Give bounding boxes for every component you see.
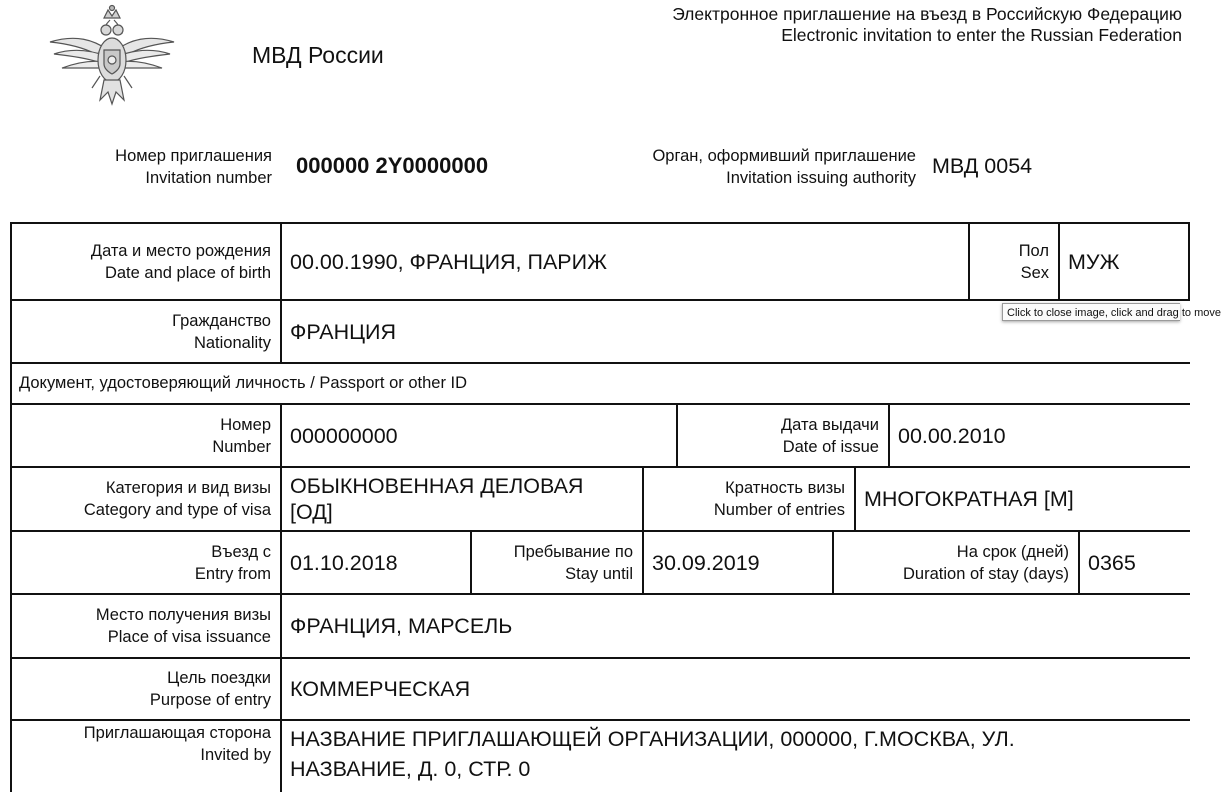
row-purpose bbox=[10, 657, 1190, 719]
nationality-label-en: Nationality bbox=[193, 333, 271, 352]
entry-from-label-ru: Въезд с bbox=[211, 542, 271, 561]
visa-category-value-line1: ОБЫКНОВЕННАЯ ДЕЛОВАЯ bbox=[290, 474, 584, 498]
sex-label bbox=[970, 224, 1060, 299]
issue-date-value-text: 00.00.2010 bbox=[898, 423, 1006, 448]
document-title-ru: Электронное приглашение на въезд в Российскую Федерацию bbox=[672, 4, 1182, 24]
document-title-en: Electronic invitation to enter the Russian Federation bbox=[781, 25, 1182, 45]
inviting-party-label bbox=[12, 721, 282, 792]
issue-date-label-en: Date of issue bbox=[782, 437, 879, 456]
duration-label-ru: На срок (дней) bbox=[956, 542, 1069, 561]
image-viewer-tooltip: Click to close image, click and drag to move bbox=[1002, 303, 1180, 321]
visa-place-label-en: Place of visa issuance bbox=[107, 628, 271, 646]
birth-value-text: 00.00.1990, ФРАНЦИЯ, ПАРИЖ bbox=[290, 249, 607, 274]
visa-place-value bbox=[282, 595, 1190, 657]
doc-number-label bbox=[12, 405, 282, 466]
document-section-header: Документ, удостоверяющий личность / Passport or other ID bbox=[10, 362, 1190, 403]
visa-category-value-line2: [ОД] bbox=[290, 500, 333, 524]
document-title bbox=[672, 4, 1182, 46]
invitation-number-label-en: Invitation number bbox=[145, 169, 272, 187]
visa-place-label bbox=[12, 595, 282, 657]
issuing-authority-label bbox=[652, 145, 916, 189]
stay-until-value bbox=[644, 532, 834, 593]
issuing-authority: МВД 0054 bbox=[932, 154, 1033, 178]
inviting-party-label-en: Invited by bbox=[200, 746, 271, 764]
invitation-number-label bbox=[115, 145, 272, 189]
entry-from-value bbox=[282, 532, 472, 593]
inviting-party-value-line2: НАЗВАНИЕ, Д. 0, СТР. 0 bbox=[290, 757, 531, 781]
sex-label-ru: Пол bbox=[1018, 241, 1049, 260]
visa-category-label-en: Category and type of visa bbox=[83, 501, 271, 519]
stay-until-label bbox=[472, 532, 644, 593]
invitation-number-label-ru: Номер приглашения bbox=[115, 147, 272, 165]
issue-date-value bbox=[890, 405, 1190, 466]
row-birth-sex bbox=[10, 222, 1190, 299]
inviting-party-value-line1: НАЗВАНИЕ ПРИГЛАШАЮЩЕЙ ОРГАНИЗАЦИИ, 000000, Г.МОСКВА, УЛ. bbox=[290, 727, 1015, 751]
entries-value bbox=[856, 468, 1190, 530]
visa-place-value-text: ФРАНЦИЯ, МАРСЕЛЬ bbox=[290, 614, 513, 638]
purpose-value bbox=[282, 659, 1190, 719]
doc-number-value bbox=[282, 405, 678, 466]
entry-from-label bbox=[12, 532, 282, 593]
entries-label-ru: Кратность визы bbox=[725, 479, 845, 497]
purpose-value-text: КОММЕРЧЕСКАЯ bbox=[290, 677, 471, 701]
row-inviting-party bbox=[10, 719, 1190, 792]
doc-number-value-text: 000000000 bbox=[290, 423, 398, 448]
issuing-authority-label-en: Invitation issuing authority bbox=[726, 169, 916, 187]
birth-label-en: Date and place of birth bbox=[104, 263, 271, 282]
agency-name: МВД России bbox=[252, 42, 384, 68]
visa-category-label-ru: Категория и вид визы bbox=[105, 479, 271, 497]
row-document-number bbox=[10, 403, 1190, 466]
doc-number-label-ru: Номер bbox=[220, 415, 271, 434]
issuing-authority-label-ru: Орган, оформивший приглашение bbox=[652, 147, 916, 165]
entries-label-en: Number of entries bbox=[713, 501, 845, 519]
row-visa-place bbox=[10, 593, 1190, 657]
purpose-label-ru: Цель поездки bbox=[167, 669, 271, 687]
sex-value bbox=[1060, 224, 1190, 299]
entry-from-label-en: Entry from bbox=[194, 564, 271, 583]
birth-label-ru: Дата и место рождения bbox=[90, 241, 271, 260]
duration-label bbox=[834, 532, 1080, 593]
sex-label-en: Sex bbox=[1020, 263, 1049, 282]
nationality-value-text: ФРАНЦИЯ bbox=[290, 319, 396, 344]
birth-label bbox=[12, 224, 282, 299]
duration-value bbox=[1080, 532, 1190, 593]
purpose-label-en: Purpose of entry bbox=[149, 691, 271, 709]
purpose-label bbox=[12, 659, 282, 719]
mvd-emblem-icon bbox=[46, 4, 178, 108]
issue-date-label-ru: Дата выдачи bbox=[780, 415, 879, 434]
inviting-party-label-ru: Приглашающая сторона bbox=[83, 724, 271, 742]
stay-until-label-en: Stay until bbox=[565, 564, 633, 583]
entry-from-value-text: 01.10.2018 bbox=[290, 550, 398, 575]
visa-category-value bbox=[282, 468, 644, 530]
birth-value bbox=[282, 224, 970, 299]
row-visa-category bbox=[10, 466, 1190, 530]
entries-value-text: МНОГОКРАТНАЯ [М] bbox=[864, 487, 1074, 511]
stay-until-value-text: 30.09.2019 bbox=[652, 550, 760, 575]
inviting-party-value bbox=[282, 721, 1190, 792]
visa-place-label-ru: Место получения визы bbox=[95, 606, 271, 624]
duration-label-en: Duration of stay (days) bbox=[903, 564, 1069, 583]
entries-label bbox=[644, 468, 856, 530]
duration-value-text: 0365 bbox=[1088, 550, 1136, 575]
nationality-label-ru: Гражданство bbox=[172, 311, 271, 330]
doc-number-label-en: Number bbox=[212, 437, 271, 456]
sex-value-text: МУЖ bbox=[1068, 249, 1120, 274]
visa-category-label bbox=[12, 468, 282, 530]
row-entry-stay bbox=[10, 530, 1190, 593]
nationality-label bbox=[12, 301, 282, 362]
stay-until-label-ru: Пребывание по bbox=[513, 542, 633, 561]
issue-date-label bbox=[678, 405, 890, 466]
invitation-number: 000000 2Y0000000 bbox=[296, 153, 489, 178]
